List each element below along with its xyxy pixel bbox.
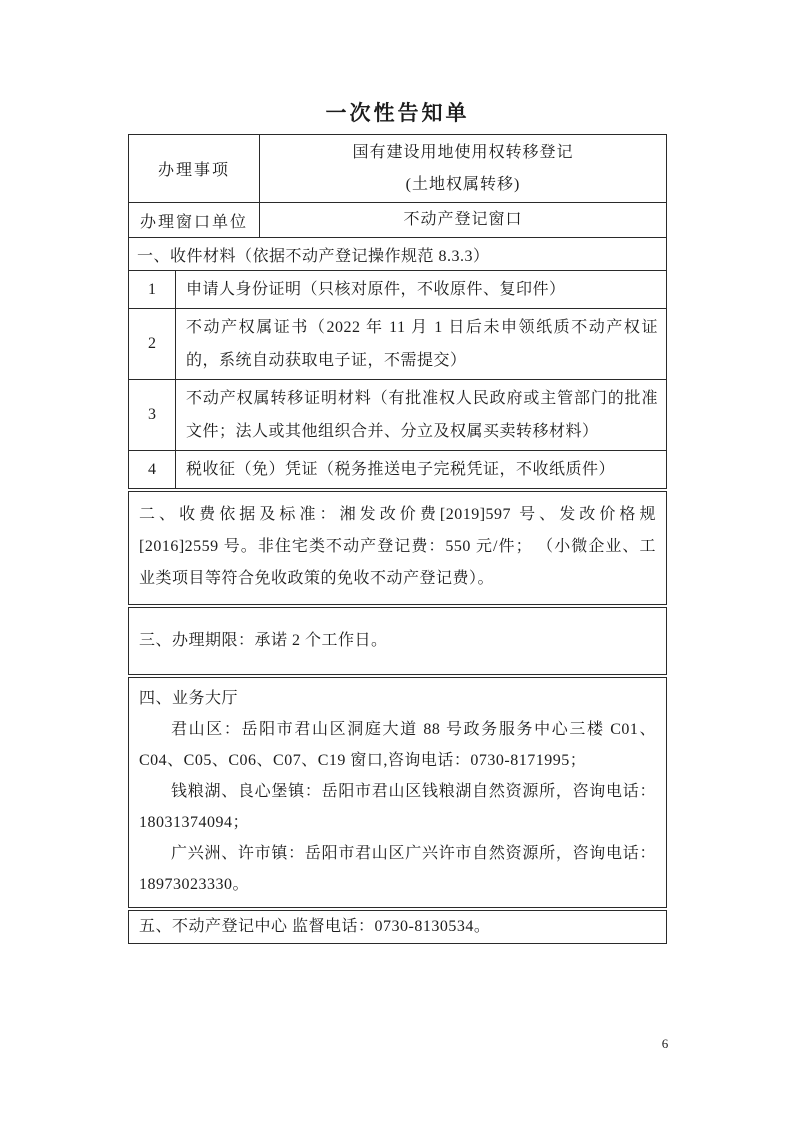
window-value-cell: 不动产登记窗口	[260, 203, 667, 238]
materials-section-header: 一、收件材料（依据不动产登记操作规范 8.3.3）	[129, 238, 667, 271]
table-row-section-header	[129, 238, 667, 271]
material-row-1	[129, 271, 667, 309]
table-row-window	[129, 203, 667, 238]
service-hall-paragraph: 君山区：岳阳市君山区洞庭大道 88 号政务服务中心三楼 C01、C04、C05、C06、C07、C19 窗口,咨询电话：0730-8171995；	[139, 721, 656, 769]
material-text: 税收征（免）凭证（税务推送电子完税凭证，不收纸质件）	[176, 451, 667, 489]
notice-form	[128, 134, 667, 944]
window-label-cell: 办理窗口单位	[129, 203, 260, 238]
service-hall-paragraph: 钱粮湖、良心堡镇：岳阳市君山区钱粮湖自然资源所，咨询电话：18031374094；	[139, 783, 656, 831]
material-row-2	[129, 309, 667, 380]
section-supervision-phone: 五、不动产登记中心 监督电话：0730-8130534。	[128, 910, 667, 944]
item-label-cell: 办理事项	[129, 135, 260, 203]
material-number: 2	[129, 309, 176, 380]
item-value-line1: 国有建设用地使用权转移登记	[352, 143, 574, 161]
material-text: 不动产权属证书（2022 年 11 月 1 日后未申领纸质不动产权证的，系统自动获取电子证，不需提交）	[176, 309, 667, 380]
material-text: 申请人身份证明（只核对原件，不收原件、复印件）	[176, 271, 667, 309]
section-service-halls	[128, 677, 667, 908]
material-row-3	[129, 380, 667, 451]
service-halls-header: 四、业务大厅	[139, 690, 239, 707]
item-value-cell	[260, 135, 667, 203]
info-table	[128, 134, 667, 489]
material-number: 4	[129, 451, 176, 489]
table-row-item	[129, 135, 667, 203]
material-text: 不动产权属转移证明材料（有批准权人民政府或主管部门的批准文件；法人或其他组织合并、分立及权属买卖转移材料）	[176, 380, 667, 451]
service-hall-paragraph: 广兴洲、许市镇：岳阳市君山区广兴许市自然资源所，咨询电话：18973023330。	[139, 845, 656, 893]
section-deadline: 三、办理期限：承诺 2 个工作日。	[128, 607, 667, 675]
material-number: 3	[129, 380, 176, 451]
section-fee-standard: 二、收费依据及标准：湘发改价费[2019]597 号、发改价格规[2016]2559 号。非住宅类不动产登记费：550 元/件； （小微企业、工业类项目等符合免收政策的免收不动产登记费）。	[128, 491, 667, 605]
material-row-4	[129, 451, 667, 489]
document-title: 一次性告知单	[325, 101, 470, 125]
page-number: 6	[661, 1036, 669, 1051]
item-value-line2: (土地权属转移)	[405, 175, 521, 193]
material-number: 1	[129, 271, 176, 309]
